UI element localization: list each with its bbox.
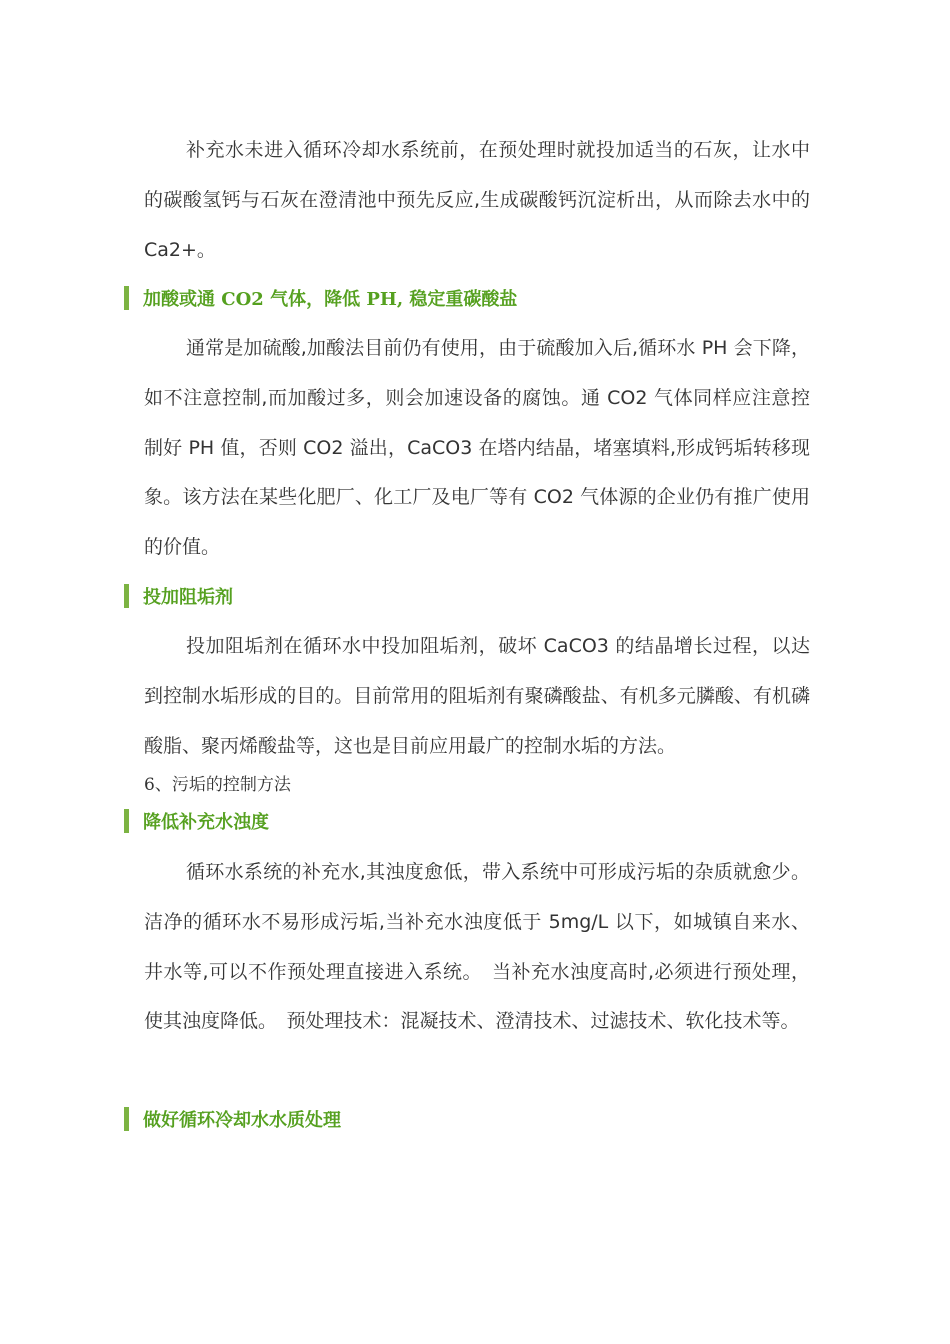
heading-marker [124,584,129,608]
heading-reduce-turbidity [124,808,269,834]
heading-text: 加酸或通 CO2 气体，降低 PH, 稳定重碳酸盐 [143,289,518,310]
heading-text: 降低补充水浊度 [143,812,269,833]
section-title-fouling-control: 6、污垢的控制方法 [144,775,291,795]
heading-water-treatment [124,1106,341,1132]
paragraph-scale-inhibitor: 投加阻垢剂在循环水中投加阻垢剂，破坏 CaCO3 的结晶增长过程，以达到控制水垢形成的目的。目前常用的阻垢剂有聚磷酸盐、有机多元膦酸、有机磷酸脂、聚丙烯酸盐等，这也是目前应用最广的控制水垢的方法。 [144,635,810,757]
heading-marker [124,809,129,833]
heading-scale-inhibitor [124,583,233,609]
paragraph-turbidity: 循环水系统的补充水,其浊度愈低，带入系统中可形成污垢的杂质就愈少。洁净的循环水不易形成污垢,当补充水浊度低于 5mg/L 以下，如城镇自来水、井水等,可以不作预处理直接进入系统。 当补充水浊度高时,必须进行预处理，使其浊度降低。 预处理技术：混凝技术、澄清技术、过滤技术、软化技术等。 [144,861,810,1033]
heading-text: 投加阻垢剂 [143,587,233,608]
heading-acid-co2 [124,285,517,311]
heading-marker [124,286,129,310]
heading-marker [124,1107,129,1131]
heading-text: 做好循环冷却水水质处理 [143,1110,341,1131]
paragraph-acid-method: 通常是加硫酸,加酸法目前仍有使用，由于硫酸加入后,循环水 PH 会下降，如不注意控制,而加酸过多，则会加速设备的腐蚀。通 CO2 气体同样应注意控制好 PH 值，否则 CO2 溢出，CaCO3 在塔内结晶，堵塞填料,形成钙垢转移现象。该方法在某些化肥厂、化工厂及电厂等有 CO2 气体源的企业仍有推广使用的价值。 [144,337,810,559]
paragraph-lime-pretreatment: 补充水未进入循环冷却水系统前，在预处理时就投加适当的石灰，让水中的碳酸氢钙与石灰在澄清池中预先反应,生成碳酸钙沉淀析出，从而除去水中的 Ca2+。 [144,139,810,261]
